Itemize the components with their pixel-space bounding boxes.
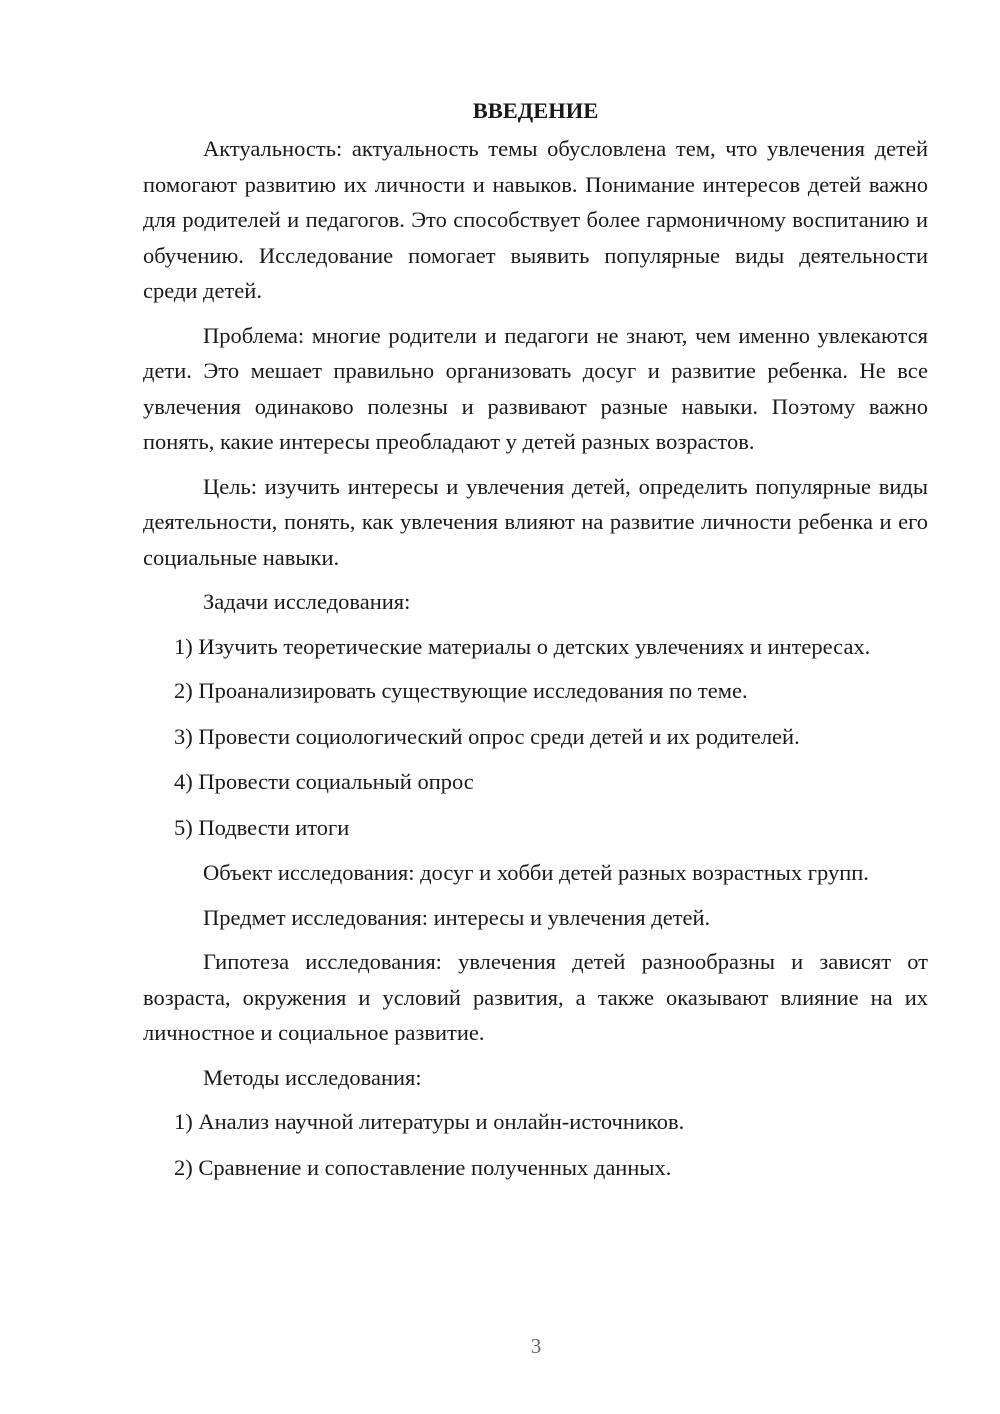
subject-paragraph: Предмет исследования: интересы и увлечения детей. [203,904,711,930]
method-item-1: 1) Анализ научной литературы и онлайн-источников. [174,1109,685,1134]
page-number: 3 [530,1334,542,1358]
relevance-paragraph: Актуальность: актуальность темы обусловлена тем, что увлечения детей помогают развитию их личности и навыков. Понимание интересов детей важно для родителей и педагогов. Это способствует более гармоничному воспитанию и обучению. Исследование помогает выявить популярные виды деятельности среди детей. [143,136,928,303]
task-item-5: 5) Подвести итоги [174,814,350,840]
hypothesis-paragraph: Гипотеза исследования: увлечения детей разнообразны и зависят от возраста, окружения и условий развития, а также оказывают влияние на их личностное и социальное развитие. [143,949,928,1045]
methods-heading: Методы исследования: [203,1064,422,1090]
goal-paragraph: Цель: изучить интересы и увлечения детей, определить популярные виды деятельности, понять, как увлечения влияют на развитие личности ребенка и его социальные навыки. [143,473,928,570]
object-paragraph: Объект исследования: досуг и хобби детей разных возрастных групп. [203,860,869,885]
page-title: ВВЕДЕНИЕ [472,98,599,123]
task-item-3: 3) Провести социологический опрос среди детей и их родителей. [174,723,800,749]
method-item-2: 2) Сравнение и сопоставление полученных данных. [174,1154,672,1180]
task-item-4: 4) Провести социальный опрос [174,769,474,794]
page-content [143,93,928,1195]
tasks-heading: Задачи исследования: [203,589,411,614]
task-item-1: 1) Изучить теоретические материалы о детских увлечениях и интересах. [174,633,871,659]
task-item-2: 2) Проанализировать существующие исследования по теме. [174,678,748,703]
problem-paragraph: Проблема: многие родители и педагоги не знают, чем именно увлекаются дети. Это мешает правильно организовать досуг и развитие ребенка. Не все увлечения одинаково полезны и развивают разные навыки. Поэтому важно понять, какие интересы преобладают у детей разных возрастов. [143,322,928,454]
